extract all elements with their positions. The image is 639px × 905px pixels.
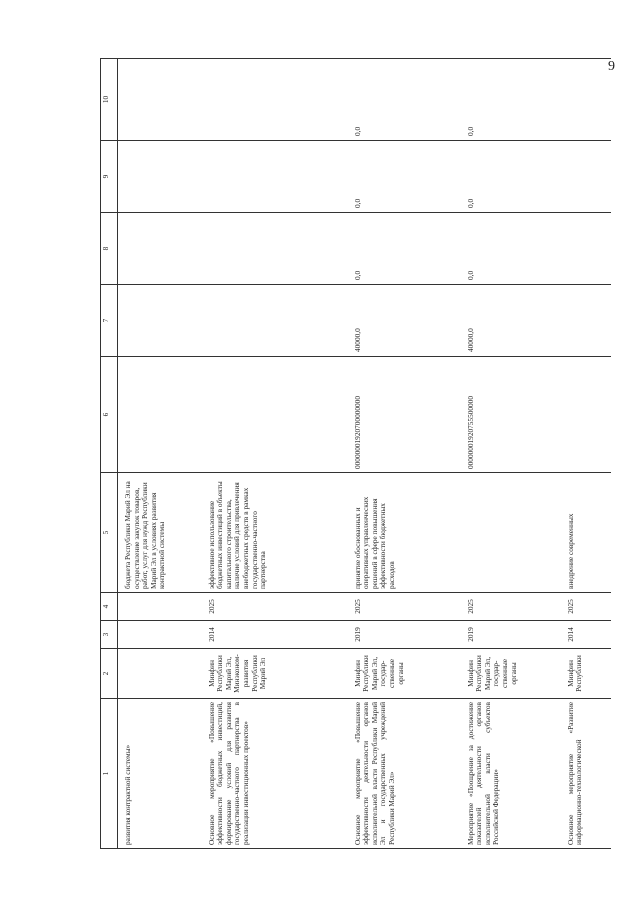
executor: Минфин Республики Марий Эл, государ-ственные органы <box>461 649 561 699</box>
table-row <box>561 59 611 849</box>
table-row <box>202 59 348 849</box>
table-row <box>348 59 461 849</box>
activity-name: Мероприятие «Поощрение за достижение показателей деятельности органов исполнительной власти субъектов Российской Федерации» <box>461 699 561 849</box>
expected-result: эффективное использование бюджетных инвестиций в объекты капитального строительства, наличие условий для привлечения внебюджетных средств в рамках государственно-частного партнерства <box>202 473 348 593</box>
value-col-8: 0,0 <box>461 213 561 285</box>
rotated-table-page <box>100 59 630 849</box>
budget-code: 00000001920755500000 <box>461 357 561 473</box>
activity-name: Основное мероприятие «Развитие информационно-технологической <box>561 699 611 849</box>
end-year: 2025 <box>461 593 561 621</box>
value-col-9 <box>561 141 611 213</box>
budget-code <box>561 357 611 473</box>
start-year: 2019 <box>461 621 561 649</box>
column-header-2: 2 <box>101 649 118 699</box>
value-col-8 <box>561 213 611 285</box>
column-header-7: 7 <box>101 285 118 357</box>
value-col-10 <box>202 59 348 141</box>
value-col-7: 40000,0 <box>461 285 561 357</box>
column-header-8: 8 <box>101 213 118 285</box>
start-year: 2014 <box>202 621 348 649</box>
page-number: 9 <box>608 59 615 74</box>
executor <box>118 649 202 699</box>
end-year <box>118 593 202 621</box>
value-col-7 <box>202 285 348 357</box>
column-header-1: 1 <box>101 699 118 849</box>
value-col-10 <box>561 59 611 141</box>
column-header-9: 9 <box>101 141 118 213</box>
table-row <box>461 59 561 849</box>
value-col-10: 0,0 <box>348 59 461 141</box>
program-table <box>100 58 611 849</box>
column-header-3: 3 <box>101 621 118 649</box>
header-row <box>101 59 118 849</box>
budget-code <box>202 357 348 473</box>
value-col-7 <box>118 285 202 357</box>
executor: Минфин Республики Марий Эл, государ-ственные органы <box>348 649 461 699</box>
value-col-8 <box>202 213 348 285</box>
activity-name: Основное мероприятие «Повышение эффективности деятельности органов исполнительной власти Республики Марий Эл и государственных учреждений Республики Марий Эл» <box>348 699 461 849</box>
value-col-9 <box>202 141 348 213</box>
executor: Минфин Республики Марий Эл, Минэконом-развития Республики Марий Эл <box>202 649 348 699</box>
start-year: 2014 <box>561 621 611 649</box>
value-col-8: 0,0 <box>348 213 461 285</box>
value-col-7: 40000,0 <box>348 285 461 357</box>
end-year: 2025 <box>348 593 461 621</box>
value-col-8 <box>118 213 202 285</box>
start-year <box>118 621 202 649</box>
expected-result: внедрение современных <box>561 473 611 593</box>
table-row <box>118 59 202 849</box>
column-header-4: 4 <box>101 593 118 621</box>
executor: Минфин Республики <box>561 649 611 699</box>
value-col-10: 0,0 <box>461 59 561 141</box>
value-col-10 <box>118 59 202 141</box>
expected-result <box>461 473 561 593</box>
end-year: 2025 <box>202 593 348 621</box>
activity-name: Основное мероприятие «Повышение эффективности бюджетных инвестиций, формирование условий для развития государственно-частного партнерства в реализации инвестиционных проектов» <box>202 699 348 849</box>
expected-result: принятие обоснованных и оперативных управленческих решений в сфере повышения эффективности бюджетных расходов <box>348 473 461 593</box>
column-header-5: 5 <box>101 473 118 593</box>
start-year: 2019 <box>348 621 461 649</box>
column-header-6: 6 <box>101 357 118 473</box>
budget-code: 00000001920700000000 <box>348 357 461 473</box>
expected-result: бюджета Республики Марий Эл на осуществление закупок товаров, работ, услуг для нужд Республики Марий Эл в условиях развития контрактной системы <box>118 473 202 593</box>
column-header-10: 10 <box>101 59 118 141</box>
budget-code <box>118 357 202 473</box>
value-col-7 <box>561 285 611 357</box>
value-col-9 <box>118 141 202 213</box>
activity-name: развития контрактной системы» <box>118 699 202 849</box>
end-year: 2025 <box>561 593 611 621</box>
value-col-9: 0,0 <box>461 141 561 213</box>
value-col-9: 0,0 <box>348 141 461 213</box>
